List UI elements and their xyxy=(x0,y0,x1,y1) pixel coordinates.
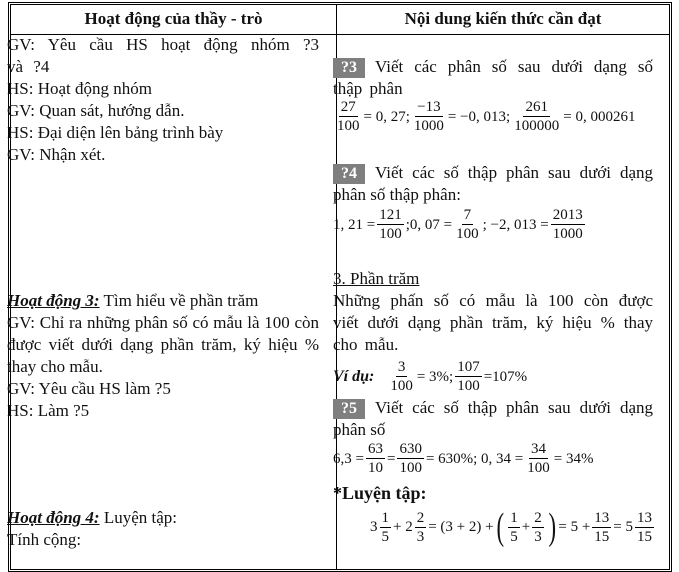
section-3-text: Những phấn số có mẫu là 100 còn được viết dưới dạng phần trăm, ký hiệu % thay cho mẫu. xyxy=(333,291,653,354)
example-math: Ví dụ: $\frac{3}{100}$ = 3%; $\frac{107}{100}$ =107% xyxy=(333,359,528,394)
q3-text: Viết các phân số sau dưới dạng số thập phân xyxy=(333,57,653,98)
fraction: $\frac{121}{100}$ xyxy=(379,207,402,242)
fraction: $\frac{27}{100}$ xyxy=(337,99,360,134)
line-gv-request-5: GV: Yêu cầu HS làm ?5 xyxy=(7,379,171,398)
q5-badge: ?5 xyxy=(333,399,365,419)
activity-3-heading xyxy=(7,290,319,312)
q4-badge: ?4 xyxy=(333,164,365,184)
line-gv-comment: GV: Nhận xét. xyxy=(7,145,106,164)
line-gv-observe: GV: Quan sát, hướng dẫn. xyxy=(7,101,185,120)
q3-math: $\frac{27}{100}$ = 0, 27; $\frac{-13}{1000}$ = −0, 013; $\frac{261}{100000}$ = 0, 000261 xyxy=(337,99,636,134)
q5-text: Viết các số thập phân sau dưới dạng phân số xyxy=(333,398,653,439)
fraction: $\frac{630}{100}$ xyxy=(399,441,422,476)
fraction: $\frac{63}{10}$ xyxy=(367,441,383,476)
section-3-title: 3. Phần trăm xyxy=(333,269,420,288)
fraction: $\frac{2}{3}$ xyxy=(416,509,425,545)
fraction: $\frac{7}{100}$ xyxy=(456,207,479,242)
left-activity-4 xyxy=(7,507,319,551)
fraction: $\frac{107}{100}$ xyxy=(457,359,480,394)
q4-text: Viết các số thập phân sau dưới dạng phân số thập phân: xyxy=(333,163,653,204)
header-knowledge-content: Nội dung kiến thức cần đạt xyxy=(404,9,602,28)
fraction: $\frac{1}{5}$ xyxy=(510,509,518,545)
activity-3-title: Tìm hiểu về phần trăm xyxy=(99,291,259,310)
q5-prompt xyxy=(333,397,653,441)
section-3-percent xyxy=(333,268,653,356)
fraction: $\frac{34}{100}$ xyxy=(527,441,550,476)
q3-badge: ?3 xyxy=(333,58,365,78)
activity-4-label: Hoạt động 4: xyxy=(7,508,100,527)
line-calc-add: Tính cộng: xyxy=(7,530,82,549)
activity-3-label: Hoạt động 3: xyxy=(7,291,100,310)
fraction: $\frac{13}{15}$ xyxy=(594,509,610,545)
practice-title: *Luyện tập: xyxy=(333,483,427,503)
q3-prompt xyxy=(333,56,653,100)
header-teacher-student-activity: Hoạt động của thầy - trò xyxy=(84,9,263,28)
line-gv-explain: GV: Chỉ ra những phân số có mẫu là 100 còn được viết dưới dạng phần trăm, ký hiệu % thay cho mẫu. xyxy=(7,313,319,376)
q4-math: 1, 21 = $\frac{121}{100}$ ;0, 07 = $\frac{7}{100}$ ; −2, 013 = $\frac{2013}{1000}$ xyxy=(333,207,583,242)
line-hs-group: HS: Hoạt động nhóm xyxy=(7,79,152,98)
practice-math: 3 $\frac{1}{5}$ + 2 $\frac{2}{3}$ = (3 + 2) + ( $\frac{1}{5}$ + $\frac{2}{3}$ ) = 5 + $\frac{13}{15}$ = 5 $\frac{13}{15}$ xyxy=(370,506,653,548)
activity-4-title: Luyện tập: xyxy=(99,508,177,527)
right-paren: ) xyxy=(548,506,556,548)
example-label: Ví dụ: xyxy=(333,367,375,385)
left-block-1 xyxy=(7,34,319,166)
left-activity-3 xyxy=(7,290,319,422)
q5-math: 6,3 = $\frac{63}{10}$ = $\frac{630}{100}$ = 630%; 0, 34 = $\frac{34}{100}$ = 34% xyxy=(333,441,594,476)
fraction: $\frac{-13}{1000}$ xyxy=(413,99,444,134)
line-hs-present: HS: Đại diện lên bảng trình bày xyxy=(7,123,224,142)
fraction: $\frac{1}{5}$ xyxy=(381,509,389,545)
activity-4-heading xyxy=(7,507,319,529)
fraction: $\frac{3}{100}$ xyxy=(390,359,413,394)
line-gv-request: GV: Yêu cầu HS hoạt động nhóm ?3 và ?4 xyxy=(7,35,319,76)
left-paren: ( xyxy=(496,506,504,548)
line-hs-do-5: HS: Làm ?5 xyxy=(7,401,90,420)
fraction: $\frac{2}{3}$ xyxy=(534,509,542,545)
q4-prompt xyxy=(333,162,653,206)
fraction: $\frac{13}{15}$ xyxy=(637,509,653,545)
fraction: $\frac{261}{100000}$ xyxy=(514,99,560,134)
fraction: $\frac{2013}{1000}$ xyxy=(552,207,583,242)
